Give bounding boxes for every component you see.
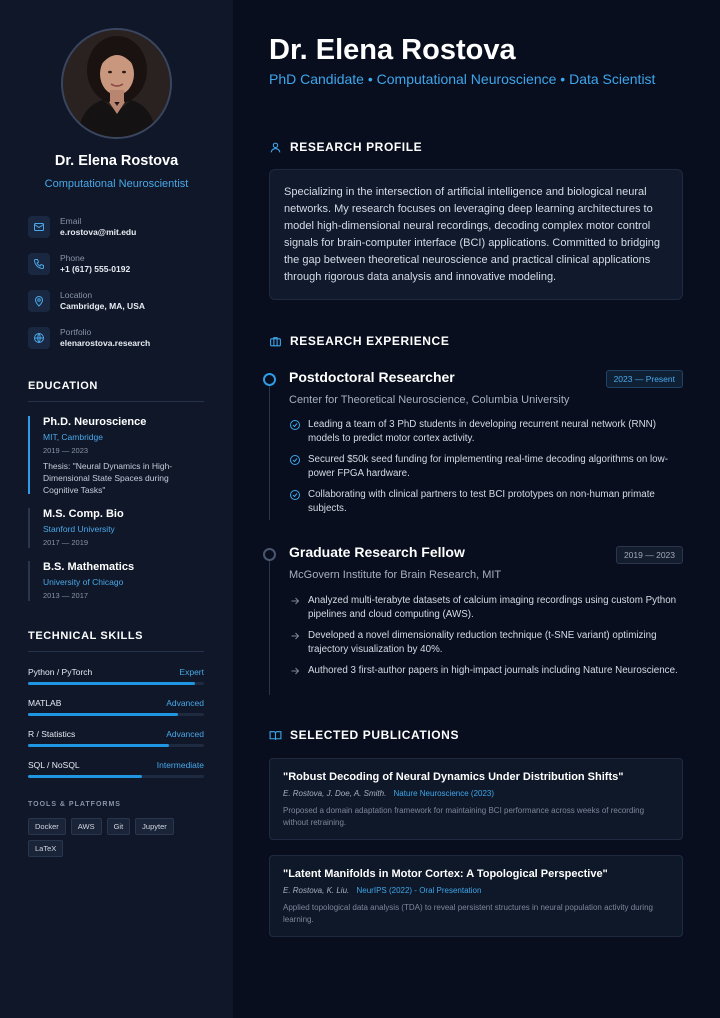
- globe-icon: [28, 327, 50, 349]
- bullet-text: Developed a novel dimensionality reduction technique (t-SNE variant) optimizing trajectory visualization by 40%.: [308, 630, 657, 655]
- edu-years: 2019 — 2023: [43, 446, 89, 455]
- contact-label: Portfolio: [60, 327, 92, 337]
- skill-level: Expert: [179, 667, 204, 677]
- section-title: SELECTED PUBLICATIONS: [290, 728, 460, 742]
- edu-degree: Ph.D. Neuroscience: [43, 416, 147, 428]
- arrow-right-icon: [289, 595, 301, 622]
- bullet-text: Analyzed multi-terabyte datasets of calcium imaging recordings using custom Python pipelines and cloud computing (AWS).: [308, 595, 677, 620]
- research-profile-header: [269, 140, 422, 154]
- contact-label: Location: [60, 290, 93, 300]
- skill-item: [28, 698, 204, 716]
- contact-value: e.rostova@mit.edu: [60, 227, 137, 237]
- skill-level: Advanced: [166, 698, 204, 708]
- edu-degree: B.S. Mathematics: [43, 561, 135, 573]
- skill-name: SQL / NoSQL: [28, 760, 80, 770]
- job-title: Graduate Research Fellow: [289, 544, 465, 560]
- bullet-text: Authored 3 first-author papers in high-impact journals including Nature Neuroscience.: [308, 665, 678, 676]
- bullet-item: [289, 453, 684, 481]
- divider: [28, 651, 204, 652]
- contact-value: elenarostova.research: [60, 338, 151, 348]
- skill-bar: [28, 775, 204, 778]
- skill-bar: [28, 682, 204, 685]
- publication-card: [269, 855, 683, 937]
- education-item: [28, 561, 204, 601]
- page-subtitle: PhD Candidate • Computational Neuroscience • Data Scientist: [269, 71, 656, 87]
- job-bullets: [289, 418, 684, 523]
- edu-years: 2013 — 2017: [43, 591, 89, 600]
- edu-school: University of Chicago: [43, 577, 124, 587]
- education-heading: EDUCATION: [28, 380, 98, 392]
- job-date-badge: 2023 — Present: [606, 370, 683, 388]
- publication-authors: E. Rostova, K. Liu.: [283, 886, 350, 895]
- avatar: [61, 28, 172, 139]
- research-experience-header: [269, 334, 449, 348]
- divider: [28, 401, 204, 402]
- publication-title: "Robust Decoding of Neural Dynamics Under Distribution Shifts": [283, 771, 624, 783]
- timeline-line: [269, 554, 272, 695]
- skill-bar-fill: [28, 744, 169, 747]
- publication-description: Proposed a domain adaptation framework for maintaining BCI performance across weeks of recording without retraining.: [283, 806, 645, 827]
- sidebar: [0, 0, 233, 1018]
- publications-header: [269, 728, 459, 742]
- contact-value: +1 (617) 555-0192: [60, 264, 131, 274]
- skill-name: MATLAB: [28, 698, 62, 708]
- section-title: RESEARCH EXPERIENCE: [290, 334, 450, 348]
- tools-tags: [28, 818, 204, 857]
- skill-level: Intermediate: [156, 760, 204, 770]
- job-org: Center for Theoretical Neuroscience, Columbia University: [289, 394, 570, 406]
- edu-school: Stanford University: [43, 524, 115, 534]
- section-title: RESEARCH PROFILE: [290, 140, 423, 154]
- page-title: Dr. Elena Rostova: [269, 34, 516, 66]
- contact-portfolio[interactable]: [28, 327, 208, 353]
- contact-location: [28, 290, 208, 316]
- location-pin-icon: [28, 290, 50, 312]
- publication-title: "Latent Manifolds in Motor Cortex: A Topological Perspective": [283, 868, 608, 880]
- skill-bar-fill: [28, 713, 178, 716]
- skill-bar-fill: [28, 775, 142, 778]
- education-item: [28, 508, 204, 548]
- phone-icon: [28, 253, 50, 275]
- skill-item: [28, 667, 204, 685]
- edu-years: 2017 — 2019: [43, 538, 89, 547]
- skill-item: [28, 729, 204, 747]
- job-date-badge: 2019 — 2023: [616, 546, 683, 564]
- skill-name: R / Statistics: [28, 729, 76, 739]
- publication-card: [269, 758, 683, 840]
- skill-item: [28, 760, 204, 778]
- contact-phone[interactable]: [28, 253, 208, 279]
- tool-tag: Jupyter: [135, 818, 174, 835]
- bullet-text: Secured $50k seed funding for implementing real-time decoding algorithms on low-power FPGA hardware.: [308, 454, 668, 479]
- check-circle-icon: [289, 419, 301, 446]
- publication-venue: Nature Neuroscience (2023): [393, 789, 495, 798]
- bullet-text: Collaborating with clinical partners to test BCI prototypes on non-human primate subjects.: [308, 489, 655, 514]
- edu-school: MIT, Cambridge: [43, 432, 103, 442]
- timeline-line: [269, 379, 272, 520]
- job-title: Postdoctoral Researcher: [289, 369, 455, 385]
- publication-venue: NeurIPS (2022) - Oral Presentation: [356, 886, 482, 895]
- user-icon: [269, 140, 283, 154]
- contact-label: Email: [60, 216, 82, 226]
- sidebar-role: Computational Neuroscientist: [44, 178, 189, 190]
- publication-authors: E. Rostova, J. Doe, A. Smith.: [283, 789, 387, 798]
- book-open-icon: [269, 728, 283, 742]
- skill-name: Python / PyTorch: [28, 667, 93, 677]
- bullet-item: [289, 664, 684, 682]
- arrow-right-icon: [289, 665, 301, 682]
- contact-email[interactable]: [28, 216, 208, 242]
- bullet-item: [289, 629, 684, 657]
- job-bullets: [289, 594, 684, 689]
- contact-value: Cambridge, MA, USA: [60, 301, 146, 311]
- bullet-item: [289, 594, 684, 622]
- tools-heading: TOOLS & PLATFORMS: [28, 801, 121, 808]
- bullet-item: [289, 488, 684, 516]
- main-content: [233, 0, 720, 1018]
- bullet-text: Leading a team of 3 PhD students in developing recurrent neural network (RNN) models to predict motor cortex activity.: [308, 419, 656, 444]
- tool-tag: Docker: [28, 818, 66, 835]
- sidebar-name: Dr. Elena Rostova: [54, 153, 179, 169]
- bullet-item: [289, 418, 684, 446]
- job-org: McGovern Institute for Brain Research, MIT: [289, 569, 502, 581]
- briefcase-icon: [269, 334, 283, 348]
- edu-degree: M.S. Comp. Bio: [43, 508, 124, 520]
- mail-icon: [28, 216, 50, 238]
- skill-level: Advanced: [166, 729, 204, 739]
- tool-tag: AWS: [71, 818, 102, 835]
- tool-tag: LaTeX: [28, 840, 63, 857]
- profile-text: Specializing in the intersection of artificial intelligence and biological neural networks. My research focuses on leveraging deep learning architectures to model high-dimensional neural recordings, decoding complex motor control signals for brain-computer interface (BCI) applications. Committed to bridging the gap between theoretical neuroscience and practical clinical applications through rigorous data analysis and innovative modeling.: [269, 169, 683, 300]
- skill-bar-fill: [28, 682, 195, 685]
- arrow-right-icon: [289, 630, 301, 657]
- contact-label: Phone: [60, 253, 85, 263]
- skill-bar: [28, 713, 204, 716]
- tool-tag: Git: [107, 818, 131, 835]
- skill-bar: [28, 744, 204, 747]
- edu-thesis: Thesis: "Neural Dynamics in High-Dimensional State Spaces during Cognitive Tasks": [43, 461, 173, 495]
- check-circle-icon: [289, 489, 301, 516]
- skills-heading: TECHNICAL SKILLS: [28, 630, 144, 642]
- publication-description: Applied topological data analysis (TDA) to reveal persistent structures in neural population activity during learning.: [283, 903, 653, 924]
- check-circle-icon: [289, 454, 301, 481]
- timeline-dot: [263, 548, 276, 561]
- education-item: [28, 416, 204, 494]
- timeline-dot: [263, 373, 276, 386]
